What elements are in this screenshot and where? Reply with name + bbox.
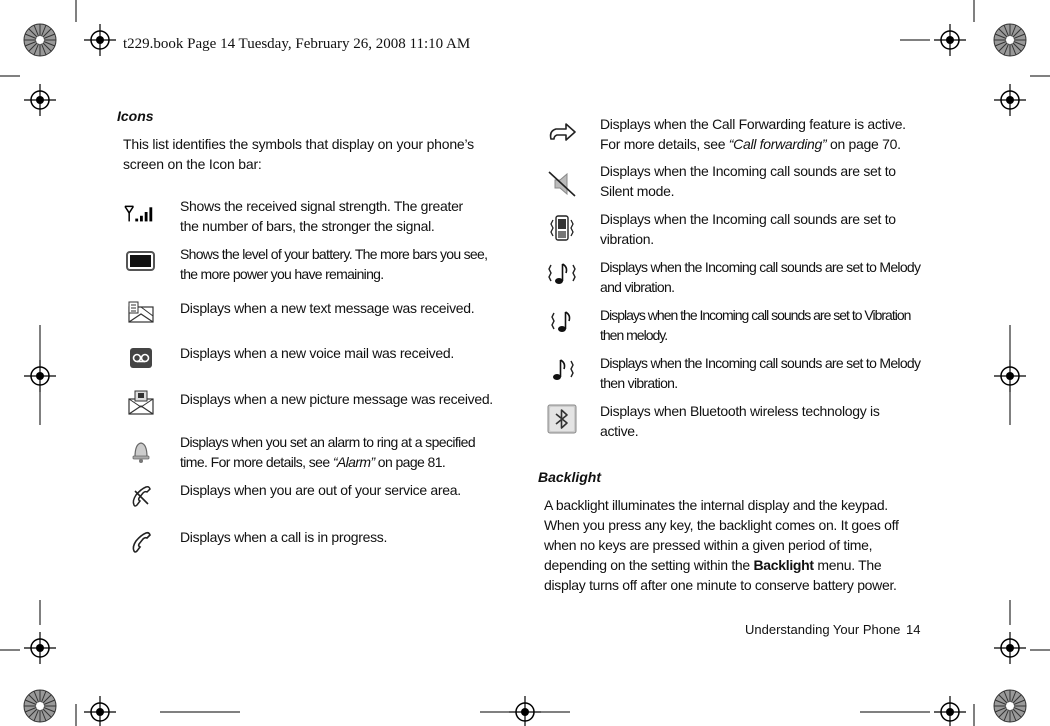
backlight-heading: Backlight bbox=[538, 469, 602, 485]
silent-mode-icon bbox=[546, 170, 578, 198]
backlight-menu-name: Backlight bbox=[753, 557, 814, 573]
footer-page-number: 14 bbox=[906, 622, 921, 637]
battery-icon bbox=[125, 247, 157, 275]
bluetooth-icon bbox=[546, 405, 578, 433]
backlight-text-2: menu. The display turns off after one minute to conserve battery power. bbox=[544, 557, 897, 593]
call-in-progress-description: Displays when a call is in progress. bbox=[180, 529, 388, 545]
footer-section-title: Understanding Your Phone bbox=[745, 622, 901, 637]
call-forwarding-description bbox=[600, 114, 920, 154]
icons-heading: Icons bbox=[117, 108, 154, 124]
alarm-reference: “Alarm” bbox=[332, 454, 375, 470]
call-forwarding-icon bbox=[546, 118, 578, 146]
vibration-icon bbox=[546, 214, 578, 242]
text-message-description: Displays when a new text message was received. bbox=[180, 300, 475, 316]
alarm-text: Displays when you set an alarm to ring at a specified time. For more details, see bbox=[180, 434, 476, 470]
call-forwarding-reference: “Call forwarding” bbox=[728, 136, 827, 152]
call-in-progress-icon bbox=[126, 528, 158, 556]
vibration-then-melody-icon bbox=[546, 308, 578, 336]
melody-and-vibration-description: Displays when the Incoming call sounds are set to Melody and vibration. bbox=[600, 259, 921, 295]
picture-message-icon bbox=[125, 389, 157, 417]
voice-mail-description: Displays when a new voice mail was received. bbox=[180, 345, 454, 361]
backlight-text-1: A backlight illuminates the internal display and the keypad. When you press any key, the backlight comes on. It goes off when no keys are pressed within a given period of time, depending on the setting within the bbox=[544, 497, 899, 573]
alarm-page: on page 81. bbox=[374, 454, 446, 470]
melody-then-vibration-icon bbox=[546, 356, 578, 384]
melody-then-vibration-description: Displays when the Incoming call sounds are set to Melody then vibration. bbox=[600, 355, 921, 391]
icons-intro: This list identifies the symbols that display on your phone’s screen on the Icon bar: bbox=[123, 136, 474, 172]
vibration-then-melody-description: Displays when the Incoming call sounds are set to Vibration then melody. bbox=[600, 307, 911, 343]
call-forwarding-text: Displays when the Call Forwarding feature is active. For more details, see bbox=[600, 116, 906, 152]
battery-description: Shows the level of your battery. The more bars you see, the more power you have remaining. bbox=[180, 246, 488, 282]
signal-description: Shows the received signal strength. The greater the number of bars, the stronger the signal. bbox=[180, 198, 463, 234]
alarm-bell-icon bbox=[125, 437, 157, 465]
no-service-description: Displays when you are out of your service area. bbox=[180, 482, 461, 498]
silent-mode-description: Displays when the Incoming call sounds are set to Silent mode. bbox=[600, 163, 896, 199]
vibration-description: Displays when the Incoming call sounds are set to vibration. bbox=[600, 211, 896, 247]
voice-mail-icon bbox=[125, 344, 157, 372]
call-forwarding-page: on page 70. bbox=[826, 136, 901, 152]
backlight-paragraph bbox=[544, 495, 920, 595]
signal-strength-icon bbox=[124, 198, 156, 226]
print-header: t229.book Page 14 Tuesday, February 26, 2008 11:10 AM bbox=[123, 36, 471, 52]
alarm-description bbox=[180, 432, 498, 472]
picture-message-description: Displays when a new picture message was received. bbox=[180, 391, 493, 407]
no-service-icon bbox=[126, 482, 158, 510]
bluetooth-description: Displays when Bluetooth wireless technology is active. bbox=[600, 403, 880, 439]
melody-and-vibration-icon bbox=[546, 260, 578, 288]
text-message-icon bbox=[125, 298, 157, 326]
